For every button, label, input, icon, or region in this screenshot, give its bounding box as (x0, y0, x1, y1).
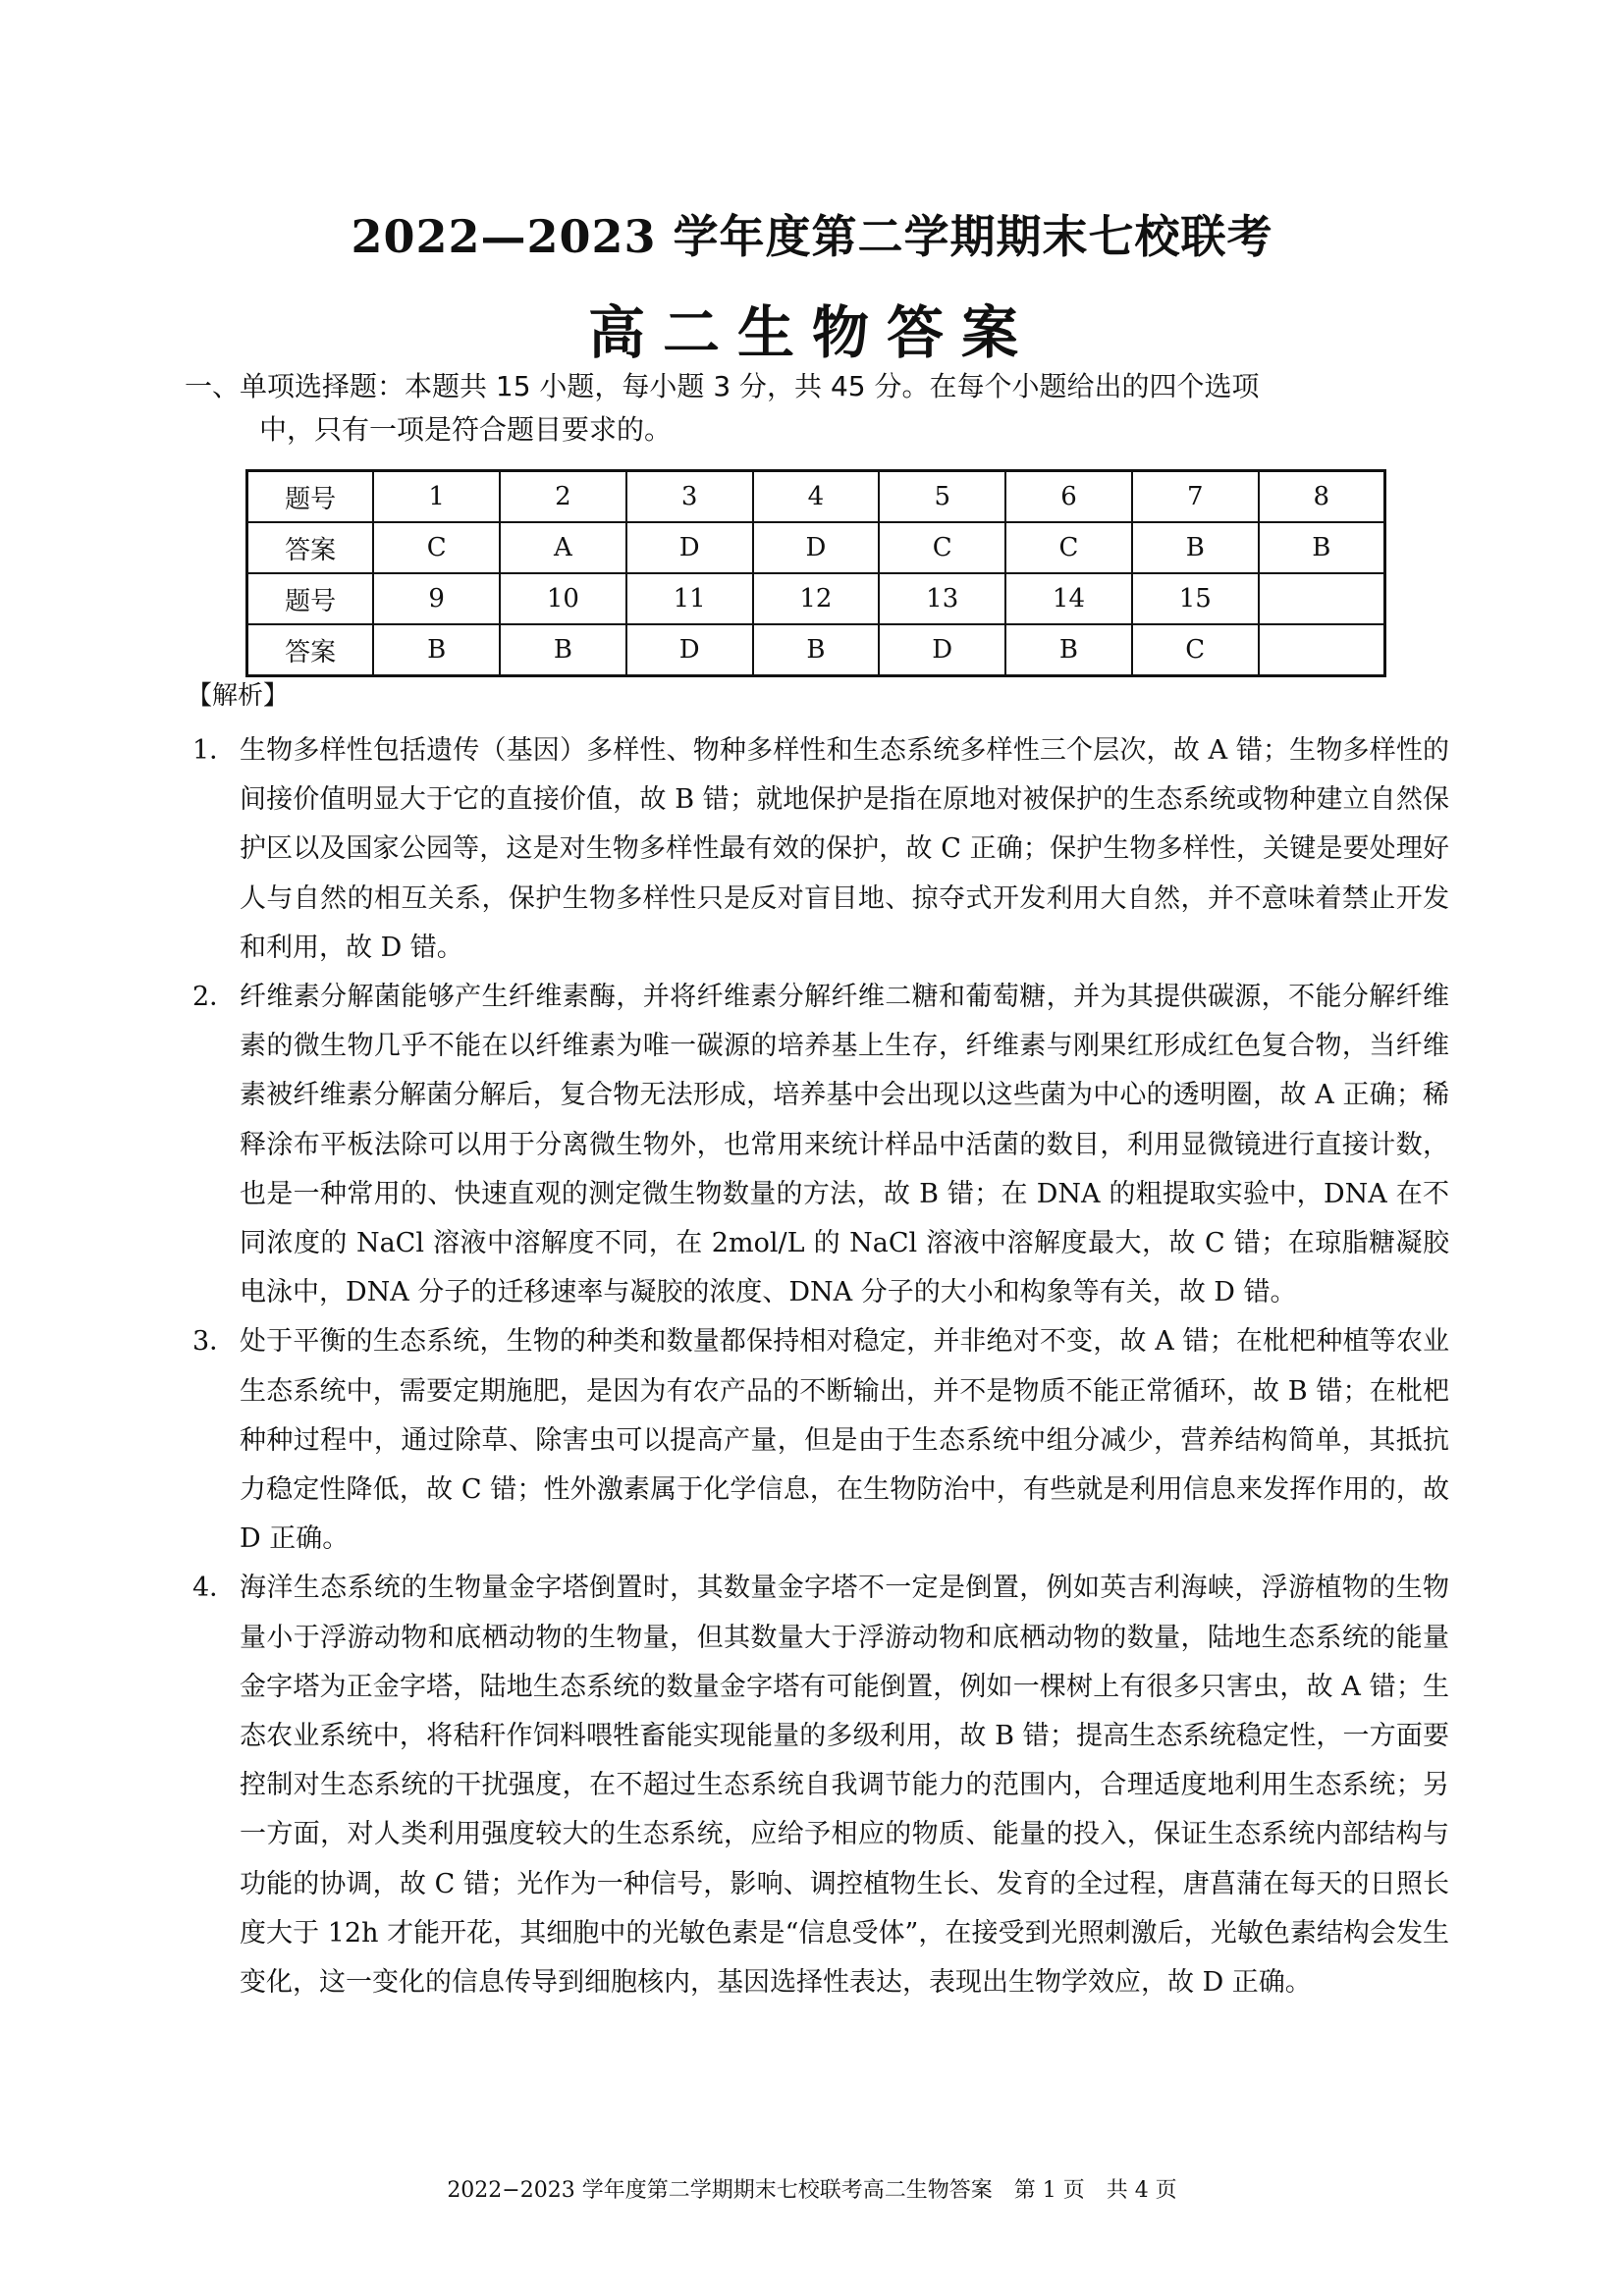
table-cell: A (500, 522, 626, 573)
table-cell: B (373, 624, 500, 676)
answer-table (245, 469, 1386, 677)
table-cell: 13 (879, 573, 1005, 624)
table-row (247, 522, 1385, 573)
table-row (247, 573, 1385, 624)
table-cell: 2 (500, 471, 626, 523)
list-item (192, 726, 1449, 973)
analysis-label: 【解析】 (187, 681, 290, 711)
table-cell: B (1132, 522, 1259, 573)
table-cell: C (1005, 522, 1132, 573)
table-row-header: 题号 (247, 471, 374, 523)
table-row (247, 624, 1385, 676)
table-cell: 5 (879, 471, 1005, 523)
item-text: 纤维素分解菌能够产生纤维素酶，并将纤维素分解纤维二糖和葡萄糖，并为其提供碳源，不能分解纤维素的微生物几乎不能在以纤维素为唯一碳源的培养基上生存，纤维素与刚果红形成红色复合物，当纤维素被纤维素分解菌分解后，复合物无法形成，培养基中会出现以这些菌为中心的透明圈，故 A 正确；稀释涂布平板法除可以用于分离微生物外，也常用来统计样品中活菌的数目，利用显微镜进行直接计数，也是一种常用的、快速直观的测定微生物数量的方法，故 B 错；在 DNA 的粗提取实验中，DNA 在不同浓度的 NaCl 溶液中溶解度不同，在 2mol/L 的 NaCl 溶液中溶解度最大，故 C 错；在琼脂糖凝胶电泳中，DNA 分子的迁移速率与凝胶的浓度、DNA 分子的大小和构象等有关，故 D 错。 (240, 982, 1449, 1308)
section-heading-line-2: 中，只有一项是符合题目要求的。 (259, 413, 673, 446)
table-row-header: 答案 (247, 522, 374, 573)
document-title: 2022—2023 学年度第二学期期末七校联考 (351, 210, 1273, 263)
table-cell: C (879, 522, 1005, 573)
item-text: 处于平衡的生态系统，生物的种类和数量都保持相对稳定，并非绝对不变，故 A 错；在枇杷种植等农业生态系统中，需要定期施肥，是因为有农产品的不断输出，并不是物质不能正常循环，故 B 错；在枇杷种种过程中，通过除草、除害虫可以提高产量，但是由于生态系统中组分减少，营养结构简单，其抵抗力稳定性降低，故 C 错；性外激素属于化学信息，在生物防治中，有些就是利用信息来发挥作用的，故 D 正确。 (240, 1326, 1449, 1555)
table-cell (1259, 624, 1385, 676)
table-cell: D (879, 624, 1005, 676)
table-cell: D (626, 624, 753, 676)
item-text: 海洋生态系统的生物量金字塔倒置时，其数量金字塔不一定是倒置，例如英吉利海峡，浮游植物的生物量小于浮游动物和底栖动物的生物量，但其数量大于浮游动物和底栖动物的数量，陆地生态系统的能量金字塔为正金字塔，陆地生态系统的数量金字塔有可能倒置，例如一棵树上有很多只害虫，故 A 错；生态农业系统中，将秸秆作饲料喂牲畜能实现能量的多级利用，故 B 错；提高生态系统稳定性，一方面要控制对生态系统的干扰强度，在不超过生态系统自我调节能力的范围内，合理适度地利用生态系统；另一方面，对人类利用强度较大的生态系统，应给予相应的物质、能量的投入，保证生态系统内部结构与功能的协调，故 C 错；光作为一种信号，影响、调控植物生长、发育的全过程，唐菖蒲在每天的日照长度大于 12h 才能开花，其细胞中的光敏色素是“信息受体”，在接受到光照刺激后，光敏色素结构会发生变化，这一变化的信息传导到细胞核内，基因选择性表达，表现出生物学效应，故 D 正确。 (240, 1573, 1449, 1999)
table-cell: C (373, 522, 500, 573)
table-cell: B (753, 624, 880, 676)
table-cell: 6 (1005, 471, 1132, 523)
list-item (192, 1317, 1449, 1564)
item-number: 4． (192, 1573, 237, 1604)
section-heading-line-1: 一、单项选择题：本题共 15 小题，每小题 3 分，共 45 分。在每个小题给出的四个选项 (185, 370, 1260, 402)
table-cell: 9 (373, 573, 500, 624)
document-subtitle: 高二生物答案 (587, 299, 1036, 366)
list-item (192, 1564, 1449, 2007)
page-footer: 2022−2023 学年度第二学期期末七校联考高二生物答案 第 1 页 共 4 页 (447, 2178, 1177, 2203)
table-cell: C (1132, 624, 1259, 676)
table-cell: 10 (500, 573, 626, 624)
table-cell: 11 (626, 573, 753, 624)
analysis-list (192, 726, 1449, 2007)
table-cell: B (1005, 624, 1132, 676)
table-cell: D (626, 522, 753, 573)
item-number: 3． (192, 1326, 237, 1358)
table-cell: 12 (753, 573, 880, 624)
table-cell: B (500, 624, 626, 676)
table-cell: 4 (753, 471, 880, 523)
item-number: 2． (192, 982, 237, 1013)
table-cell: D (753, 522, 880, 573)
table-cell: 1 (373, 471, 500, 523)
table-cell: B (1259, 522, 1385, 573)
list-item (192, 973, 1449, 1317)
table-cell: 8 (1259, 471, 1385, 523)
table-row-header: 答案 (247, 624, 374, 676)
item-number: 1． (192, 735, 237, 766)
table-cell: 14 (1005, 573, 1132, 624)
table-row-header: 题号 (247, 573, 374, 624)
table-cell: 15 (1132, 573, 1259, 624)
section-heading (185, 365, 1451, 452)
table-cell (1259, 573, 1385, 624)
table-cell: 3 (626, 471, 753, 523)
item-text: 生物多样性包括遗传（基因）多样性、物种多样性和生态系统多样性三个层次，故 A 错；生物多样性的间接价值明显大于它的直接价值，故 B 错；就地保护是指在原地对被保护的生态系统或物种建立自然保护区以及国家公园等，这是对生物多样性最有效的保护，故 C 正确；保护生物多样性，关键是要处理好人与自然的相互关系，保护生物多样性只是反对盲目地、掠夺式开发利用大自然，并不意味着禁止开发和利用，故 D 错。 (240, 735, 1449, 963)
table-row (247, 471, 1385, 523)
table-cell: 7 (1132, 471, 1259, 523)
